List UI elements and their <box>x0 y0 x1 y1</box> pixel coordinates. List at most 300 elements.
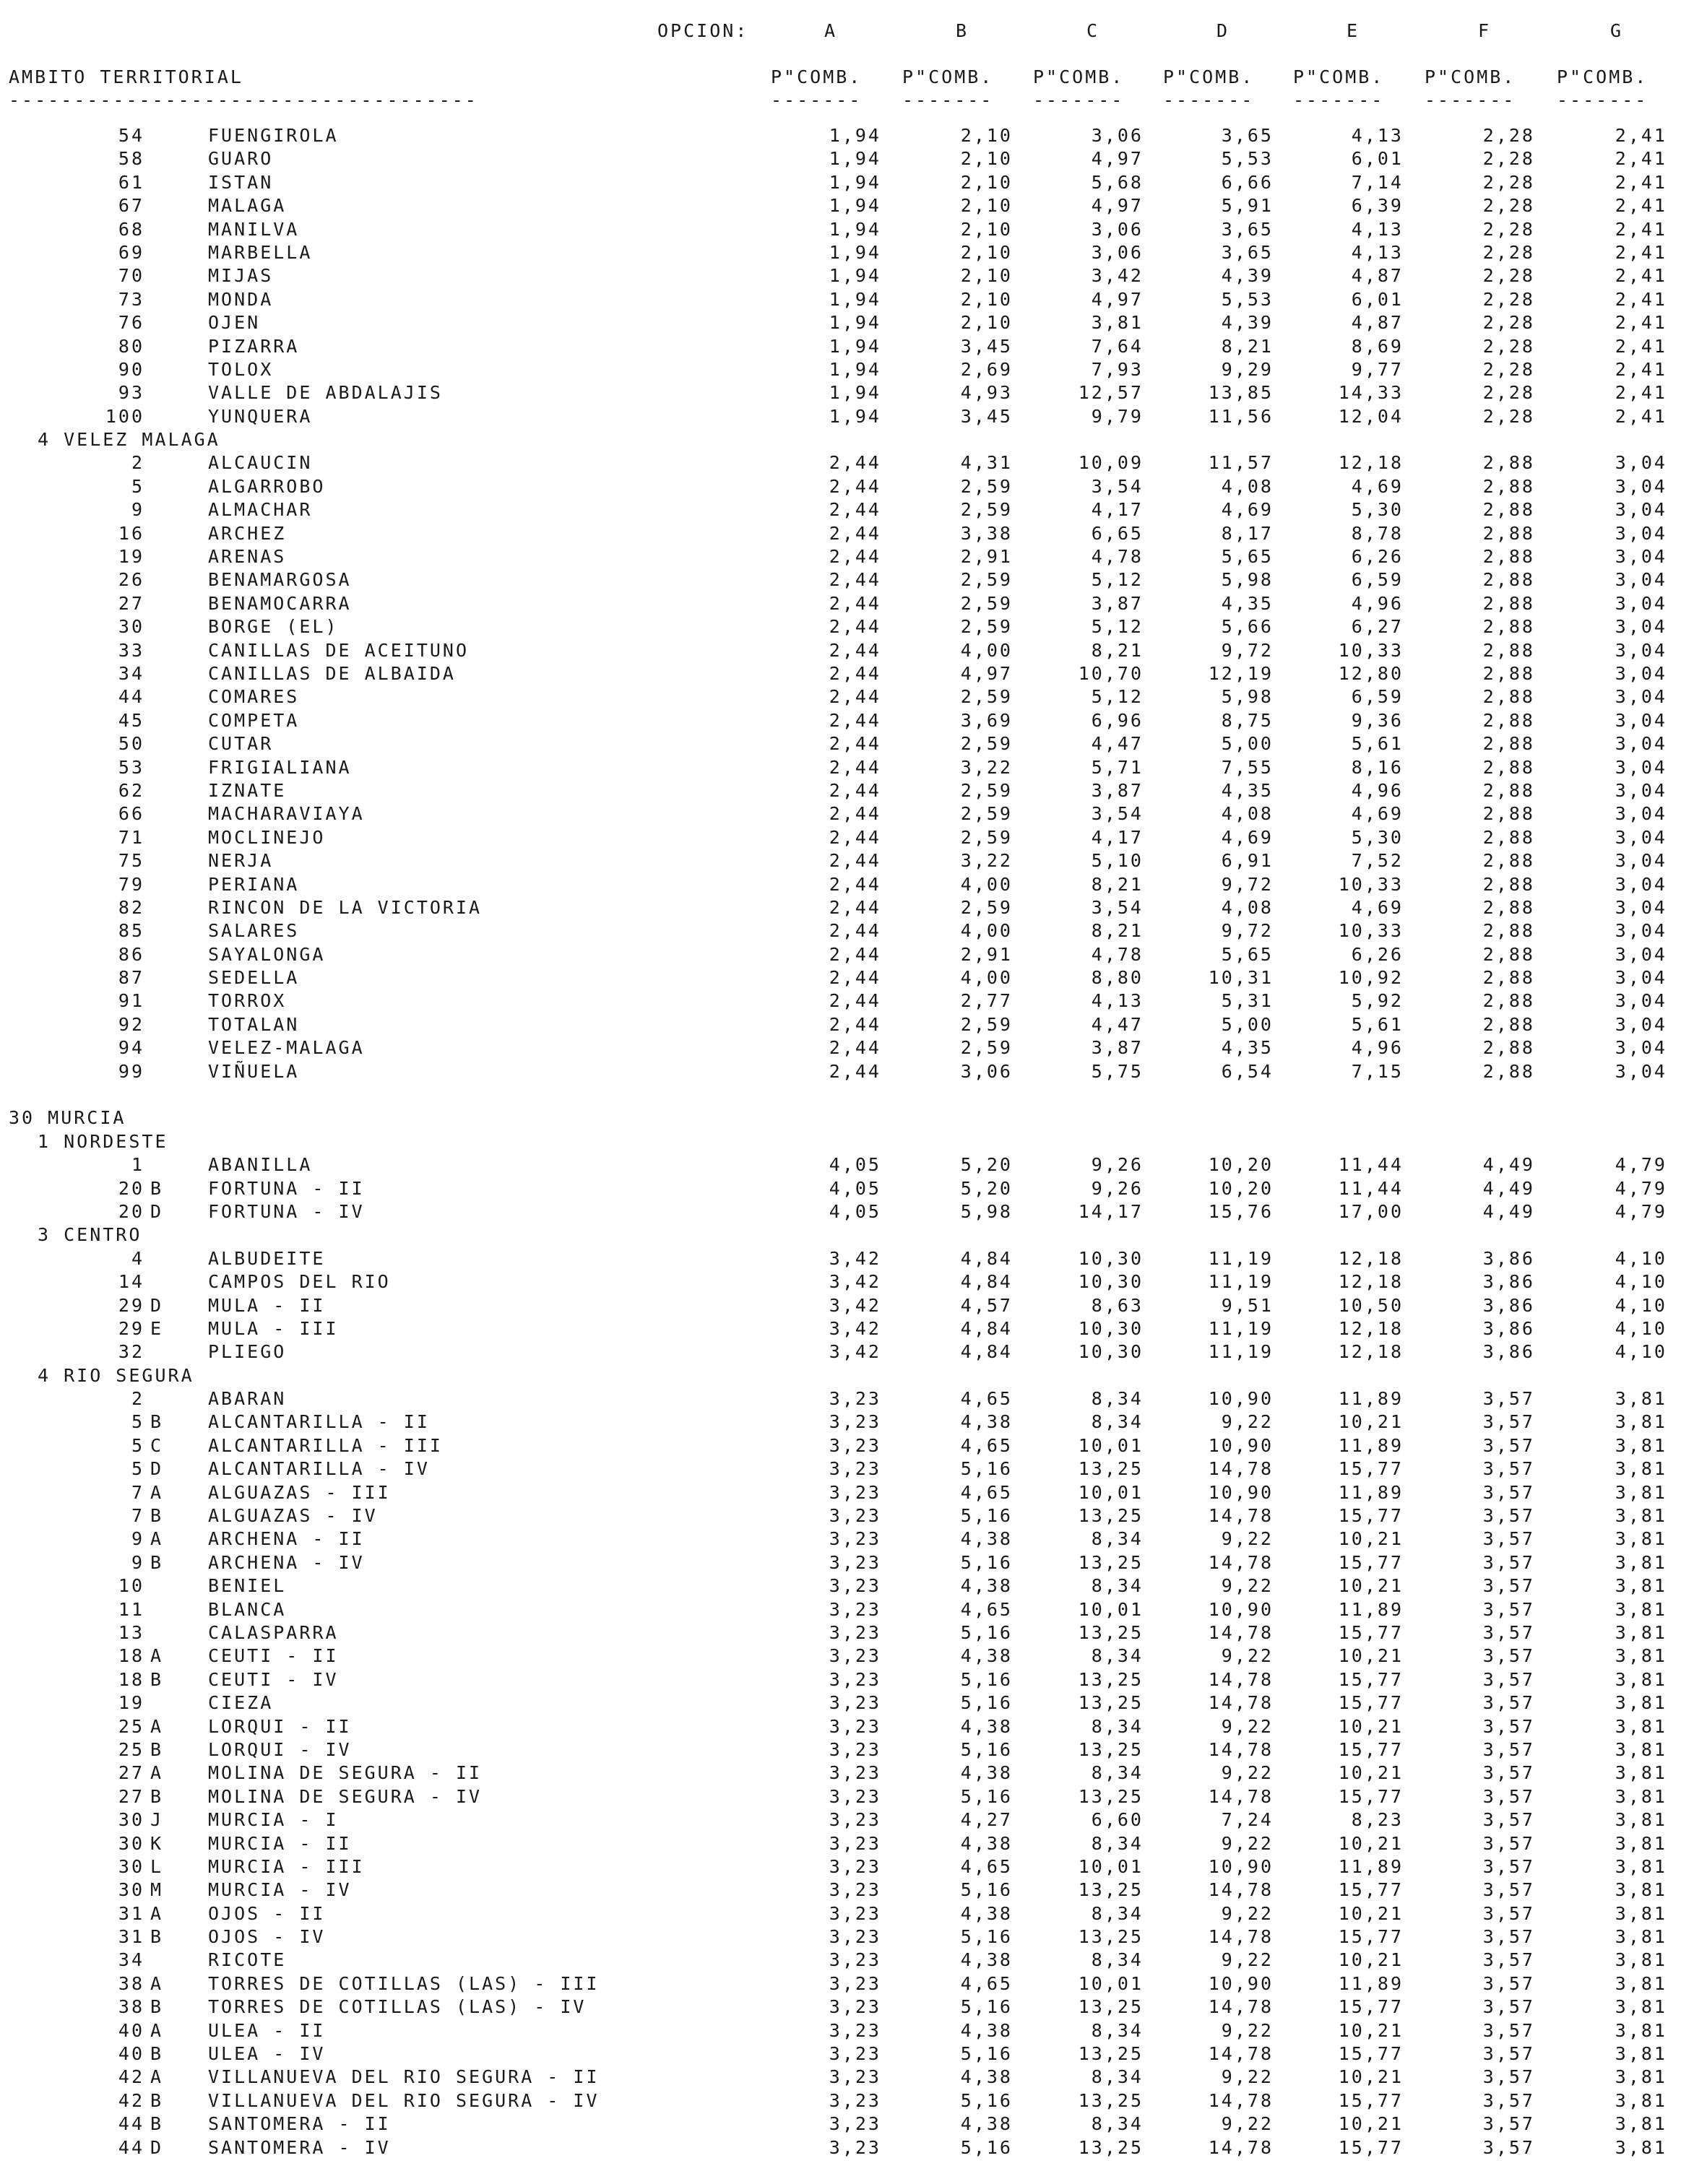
value-option-f: 3,57 <box>1482 1692 1535 1714</box>
value-option-g: 3,04 <box>1615 756 1667 778</box>
value-option-f: 2,28 <box>1482 358 1535 380</box>
col-underline-a: ------- <box>771 90 863 110</box>
value-option-e: 15,77 <box>1338 1551 1404 1573</box>
table-row <box>0 1739 1694 1762</box>
value-option-f: 2,28 <box>1482 382 1535 404</box>
value-option-c: 3,54 <box>1091 475 1144 497</box>
value-option-c: 10,30 <box>1078 1317 1144 1339</box>
value-option-b: 5,16 <box>960 1926 1013 1948</box>
table-row <box>0 780 1694 803</box>
municipality-code: 19 <box>118 546 144 568</box>
table-row <box>0 920 1694 943</box>
value-option-d: 10,90 <box>1208 1598 1274 1620</box>
municipality-code: 25 <box>118 1738 144 1760</box>
value-option-a: 4,05 <box>829 1154 881 1176</box>
value-option-d: 5,98 <box>1221 569 1274 591</box>
value-option-c: 8,34 <box>1091 1902 1144 1924</box>
value-option-c: 4,47 <box>1091 1013 1144 1035</box>
value-option-e: 4,87 <box>1351 312 1404 334</box>
value-option-e: 6,27 <box>1351 616 1404 638</box>
value-option-a: 3,23 <box>829 1528 881 1550</box>
value-option-f: 3,86 <box>1482 1317 1535 1339</box>
municipality-suffix: D <box>150 2136 164 2158</box>
table-row <box>0 1622 1694 1645</box>
municipality-code: 30 <box>118 616 144 638</box>
value-option-c: 3,87 <box>1091 779 1144 801</box>
value-option-a: 2,44 <box>829 756 881 778</box>
municipality-code: 18 <box>118 1668 144 1690</box>
municipality-code: 94 <box>118 1037 144 1059</box>
municipality-name: PLIEGO <box>208 1341 287 1363</box>
municipality-code: 44 <box>118 2113 144 2135</box>
value-option-f: 2,88 <box>1482 499 1535 521</box>
value-option-d: 9,22 <box>1221 1949 1274 1971</box>
value-option-d: 14,78 <box>1208 2089 1274 2111</box>
value-option-d: 10,90 <box>1208 1972 1274 1994</box>
value-option-f: 2,88 <box>1482 826 1535 848</box>
value-option-f: 3,57 <box>1482 1949 1535 1971</box>
comarca-label: 3 CENTRO <box>38 1224 142 1246</box>
value-option-f: 3,57 <box>1482 1528 1535 1550</box>
municipality-suffix: A <box>150 1762 164 1784</box>
value-option-d: 14,78 <box>1208 1738 1274 1760</box>
table-row <box>0 2090 1694 2113</box>
value-option-a: 1,94 <box>829 171 881 193</box>
value-option-c: 5,12 <box>1091 686 1144 708</box>
municipality-name: ALCAUCIN <box>208 452 313 474</box>
value-option-g: 3,81 <box>1615 1879 1667 1901</box>
value-option-d: 9,51 <box>1221 1294 1274 1316</box>
municipality-name: TORRES DE COTILLAS (LAS) - IV <box>208 1996 587 2018</box>
municipality-name: TORROX <box>208 990 287 1012</box>
table-row <box>0 1879 1694 1902</box>
value-option-c: 4,47 <box>1091 733 1144 755</box>
value-option-f: 3,57 <box>1482 2113 1535 2135</box>
value-option-e: 10,21 <box>1338 2066 1404 2088</box>
table-row <box>0 1926 1694 1949</box>
value-option-b: 4,65 <box>960 1481 1013 1503</box>
municipality-code: 66 <box>118 803 144 825</box>
value-option-d: 9,22 <box>1221 1762 1274 1784</box>
value-option-b: 4,38 <box>960 2066 1013 2088</box>
municipality-code: 91 <box>118 990 144 1012</box>
value-option-b: 3,06 <box>960 1060 1013 1082</box>
municipality-name: IZNATE <box>208 779 287 801</box>
value-option-e: 10,92 <box>1338 967 1404 989</box>
municipality-code: 90 <box>118 358 144 380</box>
table-row <box>0 1037 1694 1060</box>
value-option-a: 2,44 <box>829 920 881 942</box>
value-option-a: 3,42 <box>829 1247 881 1269</box>
value-option-f: 3,57 <box>1482 1738 1535 1760</box>
value-option-a: 3,23 <box>829 1949 881 1971</box>
value-option-b: 5,16 <box>960 1668 1013 1690</box>
value-option-a: 2,44 <box>829 1060 881 1082</box>
value-option-f: 3,57 <box>1482 2019 1535 2041</box>
value-option-e: 5,92 <box>1351 990 1404 1012</box>
value-option-g: 3,04 <box>1615 826 1667 848</box>
col-underline-c: ------- <box>1033 90 1125 110</box>
value-option-e: 10,21 <box>1338 1715 1404 1737</box>
value-option-f: 2,88 <box>1482 779 1535 801</box>
municipality-name: PERIANA <box>208 873 300 895</box>
municipality-code: 100 <box>105 405 144 427</box>
value-option-c: 8,34 <box>1091 1645 1144 1667</box>
municipality-code: 53 <box>118 756 144 778</box>
value-option-f: 3,57 <box>1482 1762 1535 1784</box>
value-option-b: 2,10 <box>960 265 1013 287</box>
value-option-g: 3,04 <box>1615 990 1667 1012</box>
value-option-g: 3,81 <box>1615 1809 1667 1831</box>
underline-row <box>0 90 1694 114</box>
municipality-suffix: B <box>150 2113 164 2135</box>
value-option-a: 2,44 <box>829 546 881 568</box>
value-option-b: 5,16 <box>960 1458 1013 1480</box>
column-header-row <box>0 66 1694 91</box>
value-option-c: 8,63 <box>1091 1294 1144 1316</box>
value-option-a: 2,44 <box>829 873 881 895</box>
value-option-g: 3,81 <box>1615 1785 1667 1807</box>
value-option-c: 4,17 <box>1091 499 1144 521</box>
value-option-g: 3,81 <box>1615 1528 1667 1550</box>
value-option-e: 7,52 <box>1351 850 1404 872</box>
value-option-a: 3,23 <box>829 2136 881 2158</box>
value-option-a: 3,23 <box>829 1458 881 1480</box>
municipality-code: 30 <box>118 1879 144 1901</box>
value-option-g: 2,41 <box>1615 265 1667 287</box>
value-option-c: 13,25 <box>1078 2089 1144 2111</box>
value-option-c: 3,87 <box>1091 1037 1144 1059</box>
municipality-name: ALGUAZAS - IV <box>208 1505 378 1527</box>
value-option-g: 3,04 <box>1615 499 1667 521</box>
value-option-g: 4,10 <box>1615 1247 1667 1269</box>
municipality-code: 19 <box>118 1692 144 1714</box>
value-option-b: 5,16 <box>960 1692 1013 1714</box>
value-option-d: 3,65 <box>1221 241 1274 263</box>
value-option-d: 13,85 <box>1208 382 1274 404</box>
value-option-d: 11,57 <box>1208 452 1274 474</box>
value-option-g: 2,41 <box>1615 405 1667 427</box>
value-option-c: 13,25 <box>1078 1879 1144 1901</box>
value-option-c: 5,12 <box>1091 569 1144 591</box>
value-option-d: 5,00 <box>1221 733 1274 755</box>
option-c: C <box>1086 20 1100 41</box>
municipality-code: 40 <box>118 2019 144 2041</box>
municipality-name: MARBELLA <box>208 241 313 263</box>
value-option-f: 3,57 <box>1482 1458 1535 1480</box>
value-option-b: 2,59 <box>960 686 1013 708</box>
municipality-code: 18 <box>118 1645 144 1667</box>
value-option-b: 5,16 <box>960 2136 1013 2158</box>
value-option-f: 3,57 <box>1482 2043 1535 2065</box>
municipality-suffix: B <box>150 1996 164 2018</box>
value-option-c: 13,25 <box>1078 1551 1144 1573</box>
value-option-a: 3,23 <box>829 1551 881 1573</box>
municipality-code: 86 <box>118 943 144 965</box>
table-row <box>0 382 1694 405</box>
municipality-code: 31 <box>118 1902 144 1924</box>
col-underline-d: ------- <box>1163 90 1255 110</box>
value-option-b: 3,69 <box>960 709 1013 731</box>
value-option-g: 3,04 <box>1615 803 1667 825</box>
municipality-name: ULEA - II <box>208 2019 326 2041</box>
table-row <box>0 827 1694 850</box>
municipality-name: TOLOX <box>208 358 274 380</box>
value-option-b: 3,22 <box>960 756 1013 778</box>
value-option-d: 12,19 <box>1208 662 1274 684</box>
value-option-a: 1,94 <box>829 405 881 427</box>
table-row <box>0 640 1694 663</box>
value-option-a: 3,23 <box>829 1434 881 1456</box>
municipality-code: 14 <box>118 1271 144 1293</box>
value-option-e: 11,89 <box>1338 1434 1404 1456</box>
ambito-label: AMBITO TERRITORIAL <box>9 66 243 87</box>
value-option-g: 3,81 <box>1615 1692 1667 1714</box>
comarca-label: 4 RIO SEGURA <box>38 1364 194 1386</box>
value-option-f: 3,57 <box>1482 1411 1535 1433</box>
value-option-d: 10,20 <box>1208 1154 1274 1176</box>
value-option-b: 5,16 <box>960 2089 1013 2111</box>
municipality-code: 30 <box>118 1832 144 1854</box>
municipality-name: MURCIA - IV <box>208 1879 352 1901</box>
value-option-c: 6,60 <box>1091 1809 1144 1831</box>
value-option-c: 5,10 <box>1091 850 1144 872</box>
value-option-f: 2,88 <box>1482 616 1535 638</box>
value-option-c: 4,97 <box>1091 148 1144 170</box>
value-option-b: 2,59 <box>960 569 1013 591</box>
table-row <box>0 2043 1694 2066</box>
table-row <box>0 733 1694 756</box>
value-option-b: 4,31 <box>960 452 1013 474</box>
municipality-suffix: K <box>150 1832 164 1854</box>
col-underline-e: ------- <box>1293 90 1385 110</box>
value-option-c: 8,34 <box>1091 1528 1144 1550</box>
value-option-e: 15,77 <box>1338 2136 1404 2158</box>
value-option-d: 9,22 <box>1221 1715 1274 1737</box>
value-option-g: 3,04 <box>1615 1013 1667 1035</box>
municipality-code: 25 <box>118 1715 144 1737</box>
table-row <box>0 1528 1694 1551</box>
value-option-g: 3,04 <box>1615 1037 1667 1059</box>
municipality-name: BENAMOCARRA <box>208 592 352 614</box>
value-option-a: 2,44 <box>829 592 881 614</box>
value-option-g: 3,81 <box>1615 2066 1667 2088</box>
municipality-name: ALCANTARILLA - II <box>208 1411 430 1433</box>
value-option-f: 2,28 <box>1482 171 1535 193</box>
value-option-a: 2,44 <box>829 522 881 544</box>
value-option-e: 6,01 <box>1351 288 1404 310</box>
ambito-underline: ------------------------------------ <box>9 90 478 110</box>
value-option-e: 10,21 <box>1338 1575 1404 1597</box>
value-option-a: 2,44 <box>829 499 881 521</box>
value-option-g: 3,81 <box>1615 1855 1667 1877</box>
value-option-b: 3,45 <box>960 335 1013 357</box>
municipality-code: 71 <box>118 826 144 848</box>
value-option-e: 10,21 <box>1338 1902 1404 1924</box>
municipality-name: CALASPARRA <box>208 1622 339 1643</box>
value-option-a: 1,94 <box>829 218 881 240</box>
value-option-f: 2,28 <box>1482 405 1535 427</box>
value-option-f: 3,57 <box>1482 1809 1535 1831</box>
value-option-d: 11,19 <box>1208 1317 1274 1339</box>
value-option-e: 9,77 <box>1351 358 1404 380</box>
value-option-c: 5,68 <box>1091 171 1144 193</box>
value-option-b: 4,38 <box>960 1949 1013 1971</box>
municipality-code: 93 <box>118 382 144 404</box>
value-option-c: 8,21 <box>1091 873 1144 895</box>
value-option-g: 3,81 <box>1615 1832 1667 1854</box>
value-option-g: 3,04 <box>1615 873 1667 895</box>
table-row <box>0 265 1694 288</box>
value-option-g: 4,10 <box>1615 1271 1667 1293</box>
municipality-suffix: B <box>150 2089 164 2111</box>
value-option-a: 1,94 <box>829 335 881 357</box>
value-option-g: 3,04 <box>1615 592 1667 614</box>
value-option-a: 3,23 <box>829 1879 881 1901</box>
value-option-f: 2,88 <box>1482 873 1535 895</box>
municipality-code: 9 <box>131 499 144 521</box>
value-option-g: 2,41 <box>1615 382 1667 404</box>
table-row <box>0 359 1694 382</box>
value-option-g: 2,41 <box>1615 358 1667 380</box>
value-option-a: 3,23 <box>829 1692 881 1714</box>
value-option-c: 8,34 <box>1091 1388 1144 1410</box>
municipality-suffix: D <box>150 1200 164 1222</box>
value-option-f: 4,49 <box>1482 1154 1535 1176</box>
value-option-g: 2,41 <box>1615 171 1667 193</box>
value-option-c: 3,87 <box>1091 592 1144 614</box>
value-option-g: 4,79 <box>1615 1200 1667 1222</box>
municipality-code: 9 <box>131 1551 144 1573</box>
municipality-name: ABARAN <box>208 1388 287 1410</box>
value-option-a: 3,23 <box>829 1505 881 1527</box>
value-option-d: 5,53 <box>1221 288 1274 310</box>
value-option-d: 10,20 <box>1208 1177 1274 1199</box>
table-row <box>0 499 1694 522</box>
value-option-b: 4,38 <box>960 1411 1013 1433</box>
municipality-code: 44 <box>118 686 144 708</box>
value-option-g: 3,81 <box>1615 1996 1667 2018</box>
municipality-name: FORTUNA - IV <box>208 1200 365 1222</box>
value-option-c: 3,06 <box>1091 125 1144 146</box>
table-row <box>0 1014 1694 1037</box>
municipality-name: MACHARAVIAYA <box>208 803 365 825</box>
value-option-e: 17,00 <box>1338 1200 1404 1222</box>
value-option-b: 2,59 <box>960 1037 1013 1059</box>
value-option-b: 5,16 <box>960 1785 1013 1807</box>
value-option-d: 11,19 <box>1208 1271 1274 1293</box>
value-option-e: 15,77 <box>1338 2089 1404 2111</box>
value-option-e: 11,89 <box>1338 1598 1404 1620</box>
value-option-f: 2,88 <box>1482 733 1535 755</box>
municipality-name: MURCIA - III <box>208 1855 365 1877</box>
table-row <box>0 336 1694 359</box>
value-option-d: 9,22 <box>1221 1645 1274 1667</box>
value-option-b: 2,59 <box>960 826 1013 848</box>
table-row <box>0 1996 1694 2019</box>
value-option-d: 4,39 <box>1221 312 1274 334</box>
value-option-a: 3,23 <box>829 1598 881 1620</box>
value-option-g: 3,81 <box>1615 1715 1667 1737</box>
value-option-d: 9,72 <box>1221 920 1274 942</box>
value-option-e: 8,69 <box>1351 335 1404 357</box>
value-option-c: 8,34 <box>1091 2113 1144 2135</box>
municipality-name: MALAGA <box>208 195 287 217</box>
value-option-a: 2,44 <box>829 662 881 684</box>
municipality-suffix: C <box>150 1434 164 1456</box>
value-option-c: 4,78 <box>1091 943 1144 965</box>
value-option-f: 3,57 <box>1482 1575 1535 1597</box>
value-option-d: 11,56 <box>1208 405 1274 427</box>
value-option-a: 2,44 <box>829 990 881 1012</box>
value-option-b: 2,10 <box>960 148 1013 170</box>
value-option-f: 2,28 <box>1482 335 1535 357</box>
value-option-d: 9,22 <box>1221 1902 1274 1924</box>
value-option-d: 15,76 <box>1208 1200 1274 1222</box>
value-option-d: 6,91 <box>1221 850 1274 872</box>
municipality-suffix: L <box>150 1855 164 1877</box>
municipality-name: RICOTE <box>208 1949 287 1971</box>
comarca-header-row <box>0 1131 1694 1154</box>
value-option-d: 5,98 <box>1221 686 1274 708</box>
value-option-b: 2,10 <box>960 218 1013 240</box>
value-option-b: 4,93 <box>960 382 1013 404</box>
value-option-b: 4,38 <box>960 2019 1013 2041</box>
value-option-b: 3,38 <box>960 522 1013 544</box>
value-option-d: 3,65 <box>1221 218 1274 240</box>
value-option-c: 4,17 <box>1091 826 1144 848</box>
municipality-code: 9 <box>131 1528 144 1550</box>
value-option-e: 12,18 <box>1338 452 1404 474</box>
table-row <box>0 1949 1694 1972</box>
municipality-code: 5 <box>131 475 144 497</box>
value-option-f: 2,28 <box>1482 288 1535 310</box>
value-option-b: 5,16 <box>960 1879 1013 1901</box>
value-option-e: 6,01 <box>1351 148 1404 170</box>
value-option-f: 2,28 <box>1482 312 1535 334</box>
municipality-code: 40 <box>118 2043 144 2065</box>
value-option-a: 3,23 <box>829 1902 881 1924</box>
value-option-c: 13,25 <box>1078 1622 1144 1643</box>
table-row <box>0 1178 1694 1201</box>
value-option-e: 15,77 <box>1338 1622 1404 1643</box>
value-option-f: 3,57 <box>1482 1926 1535 1948</box>
option-b: B <box>955 20 969 41</box>
municipality-name: MULA - III <box>208 1317 339 1339</box>
value-option-f: 3,57 <box>1482 1551 1535 1573</box>
municipality-code: 34 <box>118 662 144 684</box>
value-option-g: 3,04 <box>1615 733 1667 755</box>
value-option-g: 3,81 <box>1615 1551 1667 1573</box>
option-d: D <box>1216 20 1230 41</box>
table-row <box>0 710 1694 733</box>
value-option-e: 4,69 <box>1351 896 1404 918</box>
municipality-name: ALMACHAR <box>208 499 313 521</box>
municipality-name: MOLINA DE SEGURA - II <box>208 1762 483 1784</box>
value-option-a: 2,44 <box>829 779 881 801</box>
value-option-c: 8,34 <box>1091 1411 1144 1433</box>
value-option-d: 14,78 <box>1208 1668 1274 1690</box>
value-option-e: 12,80 <box>1338 662 1404 684</box>
value-option-e: 4,13 <box>1351 125 1404 146</box>
value-option-g: 3,04 <box>1615 639 1667 661</box>
value-option-c: 10,01 <box>1078 1598 1144 1620</box>
value-option-c: 3,06 <box>1091 218 1144 240</box>
value-option-f: 2,88 <box>1482 920 1535 942</box>
value-option-e: 11,89 <box>1338 1388 1404 1410</box>
municipality-code: 16 <box>118 522 144 544</box>
value-option-d: 14,78 <box>1208 1505 1274 1527</box>
